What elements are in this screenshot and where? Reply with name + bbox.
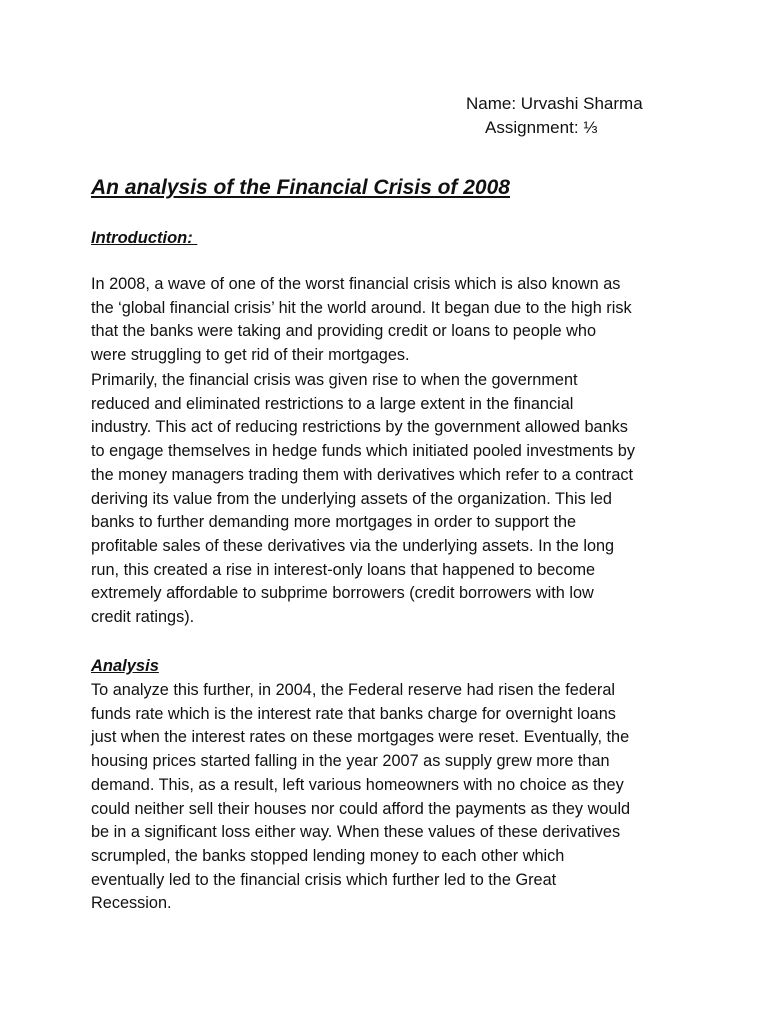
text-line: could neither sell their houses nor could afford the payments as they would [91, 799, 631, 818]
analysis-heading: Analysis [91, 657, 159, 675]
text-line: deriving its value from the underlying assets of the organization. This led [91, 489, 612, 508]
author-header [466, 92, 643, 140]
document-title: An analysis of the Financial Crisis of 2008 [91, 176, 510, 199]
text-line: industry. This act of reducing restrictions by the government allowed banks [91, 418, 628, 437]
author-name: Name: Urvashi Sharma [466, 94, 643, 113]
text-line: To analyze this further, in 2004, the Federal reserve had risen the federal [91, 681, 616, 699]
text-line: the money managers trading them with derivatives which refer to a contract [91, 465, 634, 484]
text-line: that the banks were taking and providing credit or loans to people who [91, 322, 597, 341]
text-line: reduced and eliminated restrictions to a large extent in the financial [91, 394, 574, 413]
analysis-paragraph [91, 679, 691, 916]
text-line: the ‘global financial crisis’ hit the world around. It began due to the high risk [91, 298, 632, 317]
text-line: be in a significant loss either way. When these values of these derivatives [91, 823, 621, 842]
assignment-number: Assignment: ⅓ [485, 118, 598, 137]
text-line: scrumpled, the banks stopped lending money to each other which [91, 846, 565, 865]
text-line: extremely affordable to subprime borrowers (credit borrowers with low [91, 584, 594, 603]
text-line: Recession. [91, 894, 172, 913]
text-line: run, this created a rise in interest-only loans that happened to become [91, 560, 596, 579]
text-line: to engage themselves in hedge funds which initiated pooled investments by [91, 442, 635, 461]
text-line: eventually led to the financial crisis which further led to the Great [91, 870, 557, 889]
introduction-paragraph-1 [91, 273, 691, 368]
text-line: credit ratings). [91, 608, 195, 627]
text-line: banks to further demanding more mortgages in order to support the [91, 513, 577, 532]
introduction-paragraph-2 [91, 369, 691, 630]
text-line: demand. This, as a result, left various homeowners with no choice as they [91, 775, 624, 794]
text-line: housing prices started falling in the year 2007 as supply grew more than [91, 752, 610, 771]
text-line: just when the interest rates on these mortgages were reset. Eventually, the [91, 728, 630, 747]
text-line: funds rate which is the interest rate that banks charge for overnight loans [91, 704, 616, 723]
text-line: were struggling to get rid of their mortgages. [91, 346, 410, 365]
text-line: In 2008, a wave of one of the worst financial crisis which is also known as [91, 275, 621, 293]
introduction-heading: Introduction: [91, 229, 198, 247]
text-line: profitable sales of these derivatives via the underlying assets. In the long [91, 536, 615, 555]
text-line: Primarily, the financial crisis was given rise to when the government [91, 371, 578, 389]
